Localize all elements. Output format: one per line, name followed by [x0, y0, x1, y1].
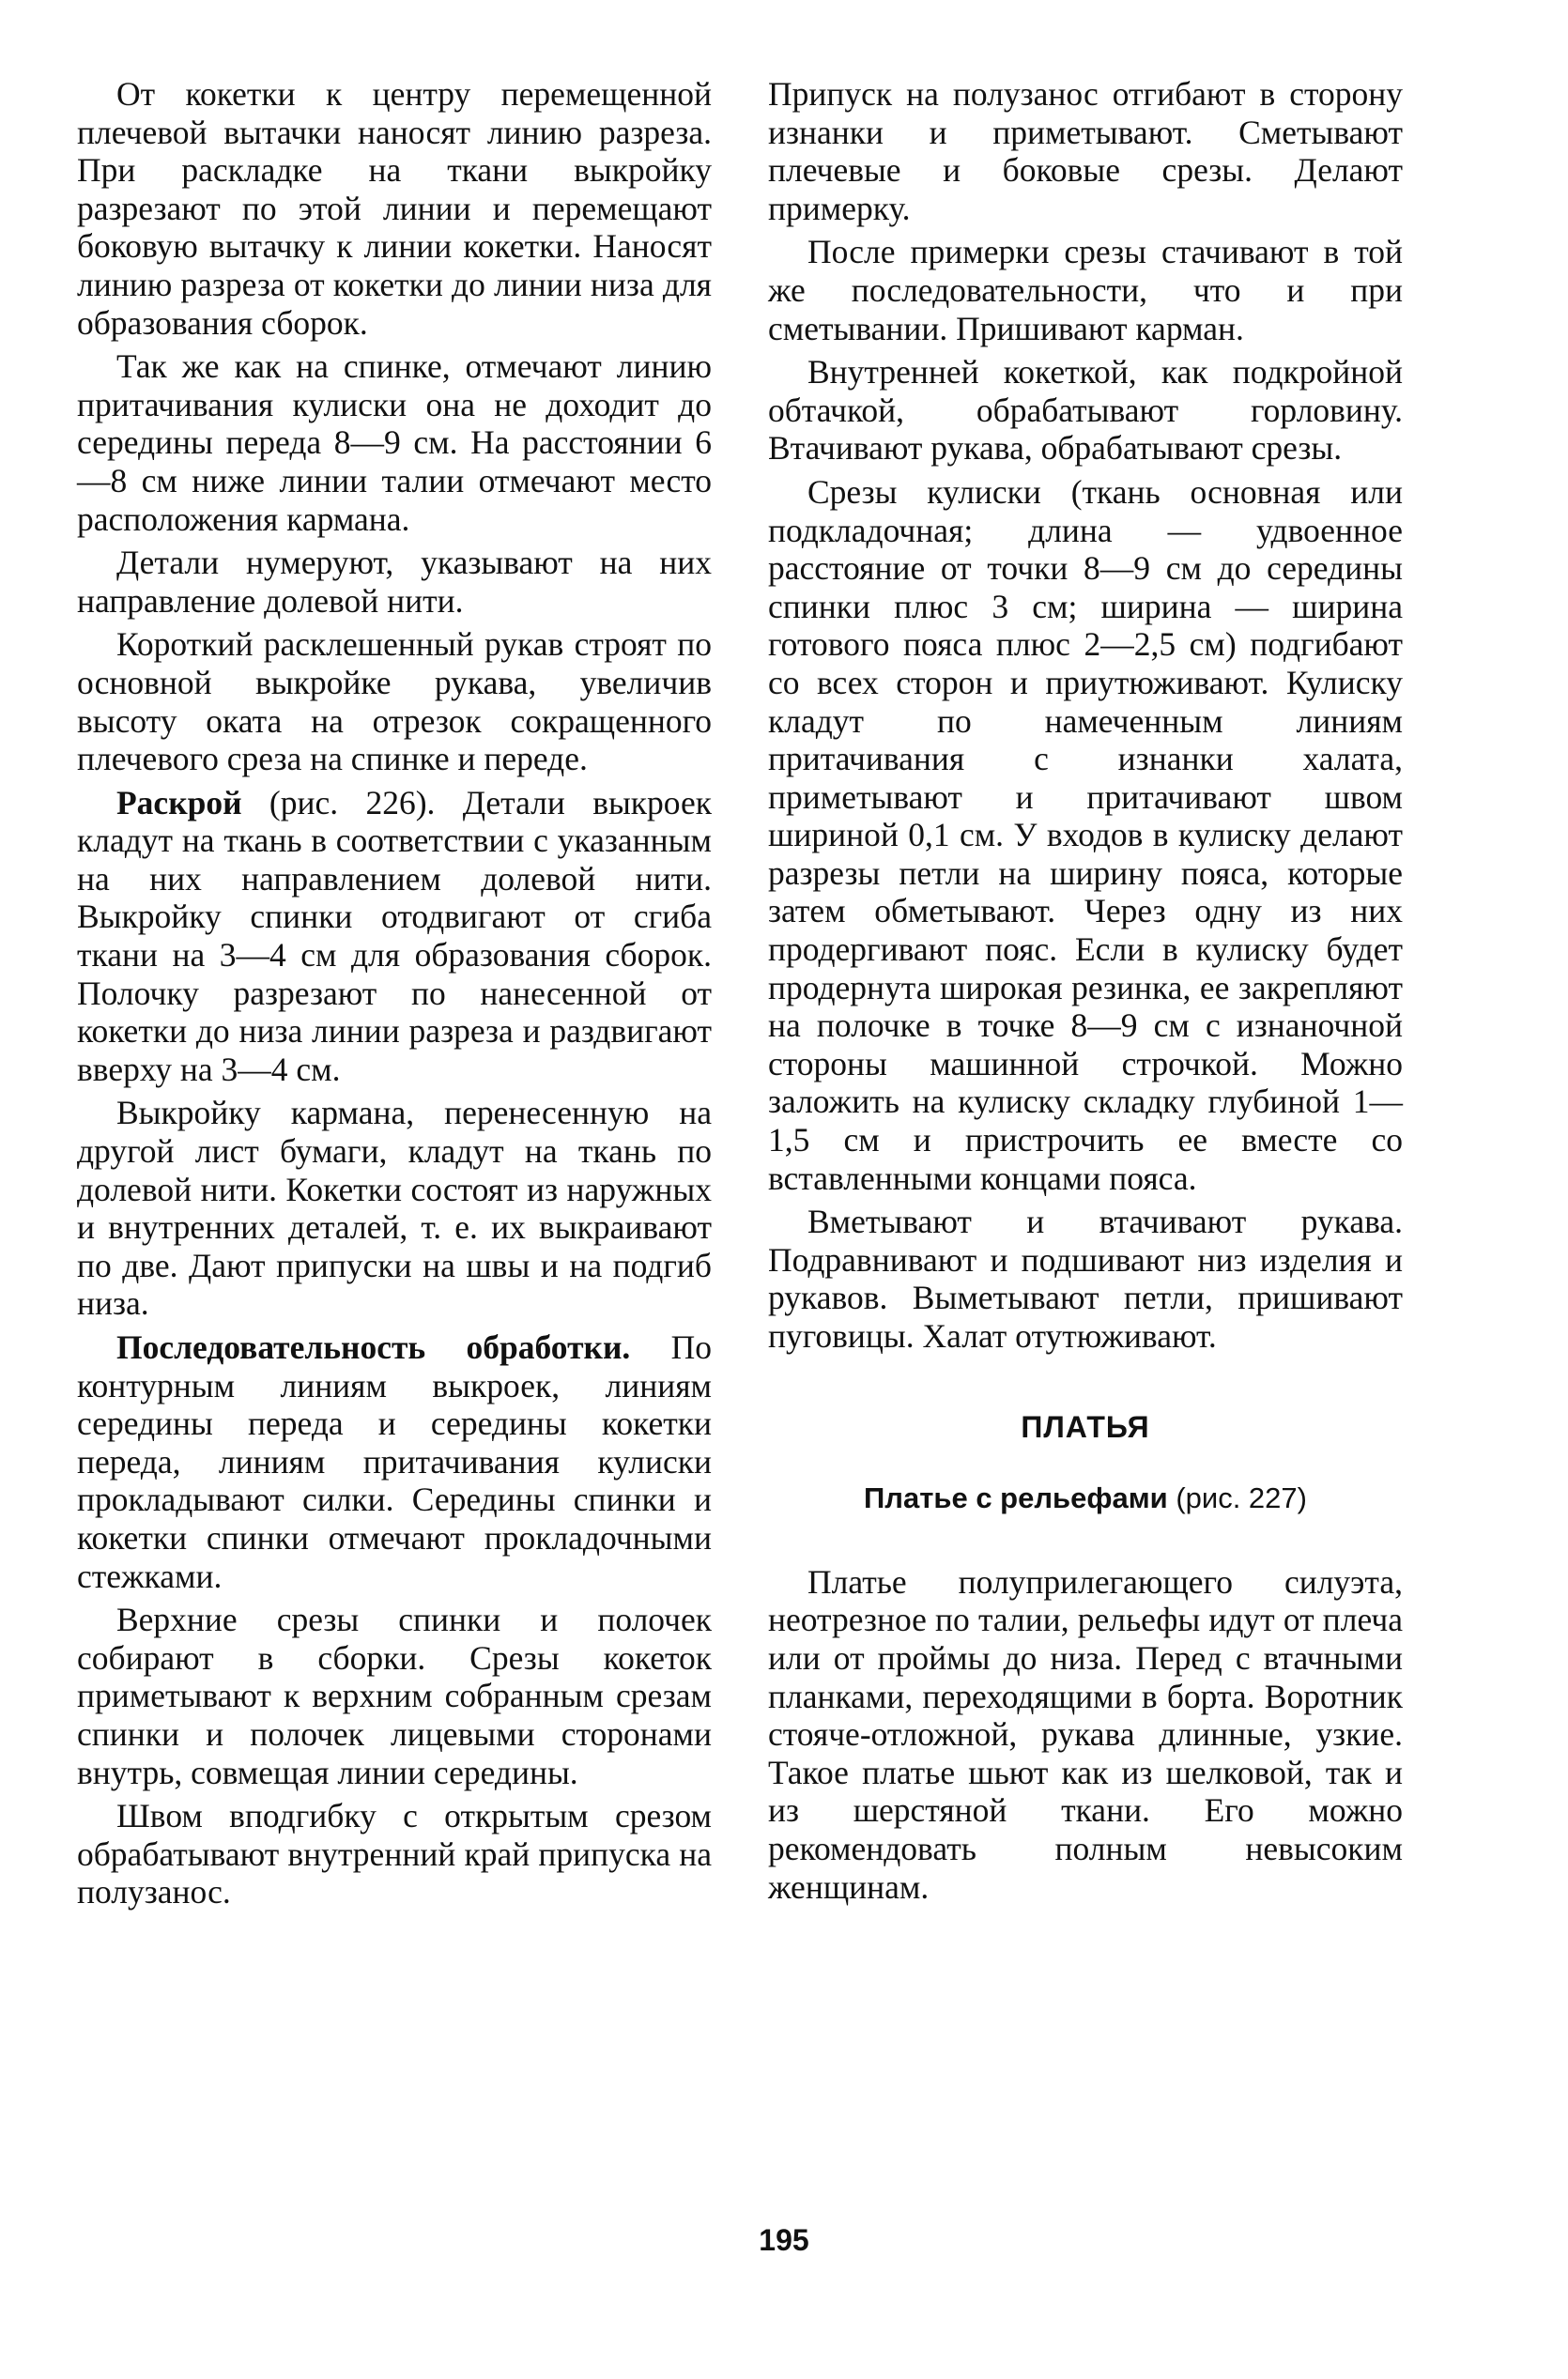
paragraph: Вметывают и втачивают рукава. Подравнивают и подшивают низ изделия и рукавов. Выметывают петли, пришивают пуговицы. Халат отутюживают.	[768, 1203, 1403, 1355]
subheading	[768, 1480, 1403, 1518]
paragraph-sequence	[77, 1328, 712, 1595]
subheading-figure-ref: (рис. 227)	[1167, 1481, 1307, 1515]
paragraph-cutting	[77, 784, 712, 1089]
paragraph: Детали нумеруют, указывают на них направление долевой нити.	[77, 544, 712, 620]
paragraph-continued: Припуск на полузанос отгибают в сторону изнанки и приметывают. Сметывают плечевые и боковые срезы. Делают примерку.	[768, 75, 1403, 227]
section-heading: ПЛАТЬЯ	[1021, 1409, 1150, 1444]
subheading-title: Платье с рельефами	[864, 1481, 1168, 1515]
bold-lead-cutting: Раскрой	[116, 783, 242, 821]
paragraph: От кокетки к центру перемещенной плечевой вытачки наносят линию разреза. При раскладке на ткани выкройку разрезают по этой линии и перемещают боковую вытачку к линии кокетки. Наносят линию разреза от кокетки до линии низа для образования сборок.	[77, 75, 712, 342]
bold-lead-sequence: Последовательность обработки.	[116, 1328, 631, 1366]
paragraph: После примерки срезы стачивают в той же последовательности, что и при сметывании. Пришивают карман.	[768, 233, 1403, 347]
paragraph: Так же как на спинке, отмечают линию притачивания кулиски она не доходит до середины переда 8—9 см. На расстоянии 6—8 см ниже линии талии отмечают место расположения кармана.	[77, 347, 712, 538]
paragraph: Платье полуприлегающего силуэта, неотрезное по талии, рельефы идут от плеча или от проймы до низа. Перед с втачными планками, переходящими в борта. Воротник стояче-отложной, рукава длинные, узкие. Такое платье шьют как из шелковой, так и из шерстяной ткани. Его можно рекомендовать полным невысоким женщинам.	[768, 1562, 1403, 1906]
paragraph: Короткий расклешенный рукав строят по основной выкройке рукава, увеличив высоту оката на отрезок сокращенного плечевого среза на спинке и переде.	[77, 625, 712, 778]
right-column	[768, 75, 1403, 1911]
paragraph-text: По контурным линиям выкроек, линиям середины переда и середины кокетки переда, линиям притачивания кулиски прокладывают силки. Середины спинки и кокетки спинки отмечают прокладочными стежками.	[77, 1328, 712, 1595]
page-number: 195	[759, 2223, 809, 2257]
paragraph: Срезы кулиски (ткань основная или подкладочная; длина — удвоенное расстояние от точки 8—9 см до середины спинки плюс 3 см; ширина — ширина готового пояса плюс 2—2,5 см) подгибают со всех сторон и приутюживают. Кулиску кладут по намеченным линиям притачивания с изнанки халата, приметывают и притачивают швом шириной 0,1 см. У входов в кулиску делают разрезы петли на ширину пояса, которые затем обметывают. Через одну из них продергивают пояс. Если в кулиску будет продернута широкая резинка, ее закрепляют на полочке в точке 8—9 см с изнаночной стороны машинной строчкой. Можно заложить на кулиску складку глубиной 1—1,5 см и пристрочить ее вместе со вставленными концами пояса.	[768, 472, 1403, 1197]
paragraph: Верхние срезы спинки и полочек собирают в сборки. Срезы кокеток приметывают к верхним собранным срезам спинки и полочек лицевыми сторонами внутрь, совмещая линии середины.	[77, 1601, 712, 1791]
paragraph-text: (рис. 226). Детали выкроек кладут на ткань в соответствии с указанным на них направлением долевой нити. Выкройку спинки отодвигают от сгиба ткани на 3—4 см для образования сборок. Полочку разрезают по нанесенной от кокетки до низа линии разреза и раздвигают вверху на 3—4 см.	[77, 783, 712, 1088]
left-column	[77, 75, 712, 1917]
paragraph: Внутренней кокеткой, как подкройной обтачкой, обрабатывают горловину. Втачивают рукава, обрабатывают срезы.	[768, 353, 1403, 468]
paragraph: Выкройку кармана, перенесенную на другой лист бумаги, кладут на ткань по долевой нити. Кокетки состоят из наружных и внутренних деталей, т. е. их выкраивают по две. Дают припуски на швы и на подгиб низа.	[77, 1094, 712, 1323]
paragraph: Швом вподгибку с открытым срезом обрабатывают внутренний край припуска на полузанос.	[77, 1797, 712, 1911]
